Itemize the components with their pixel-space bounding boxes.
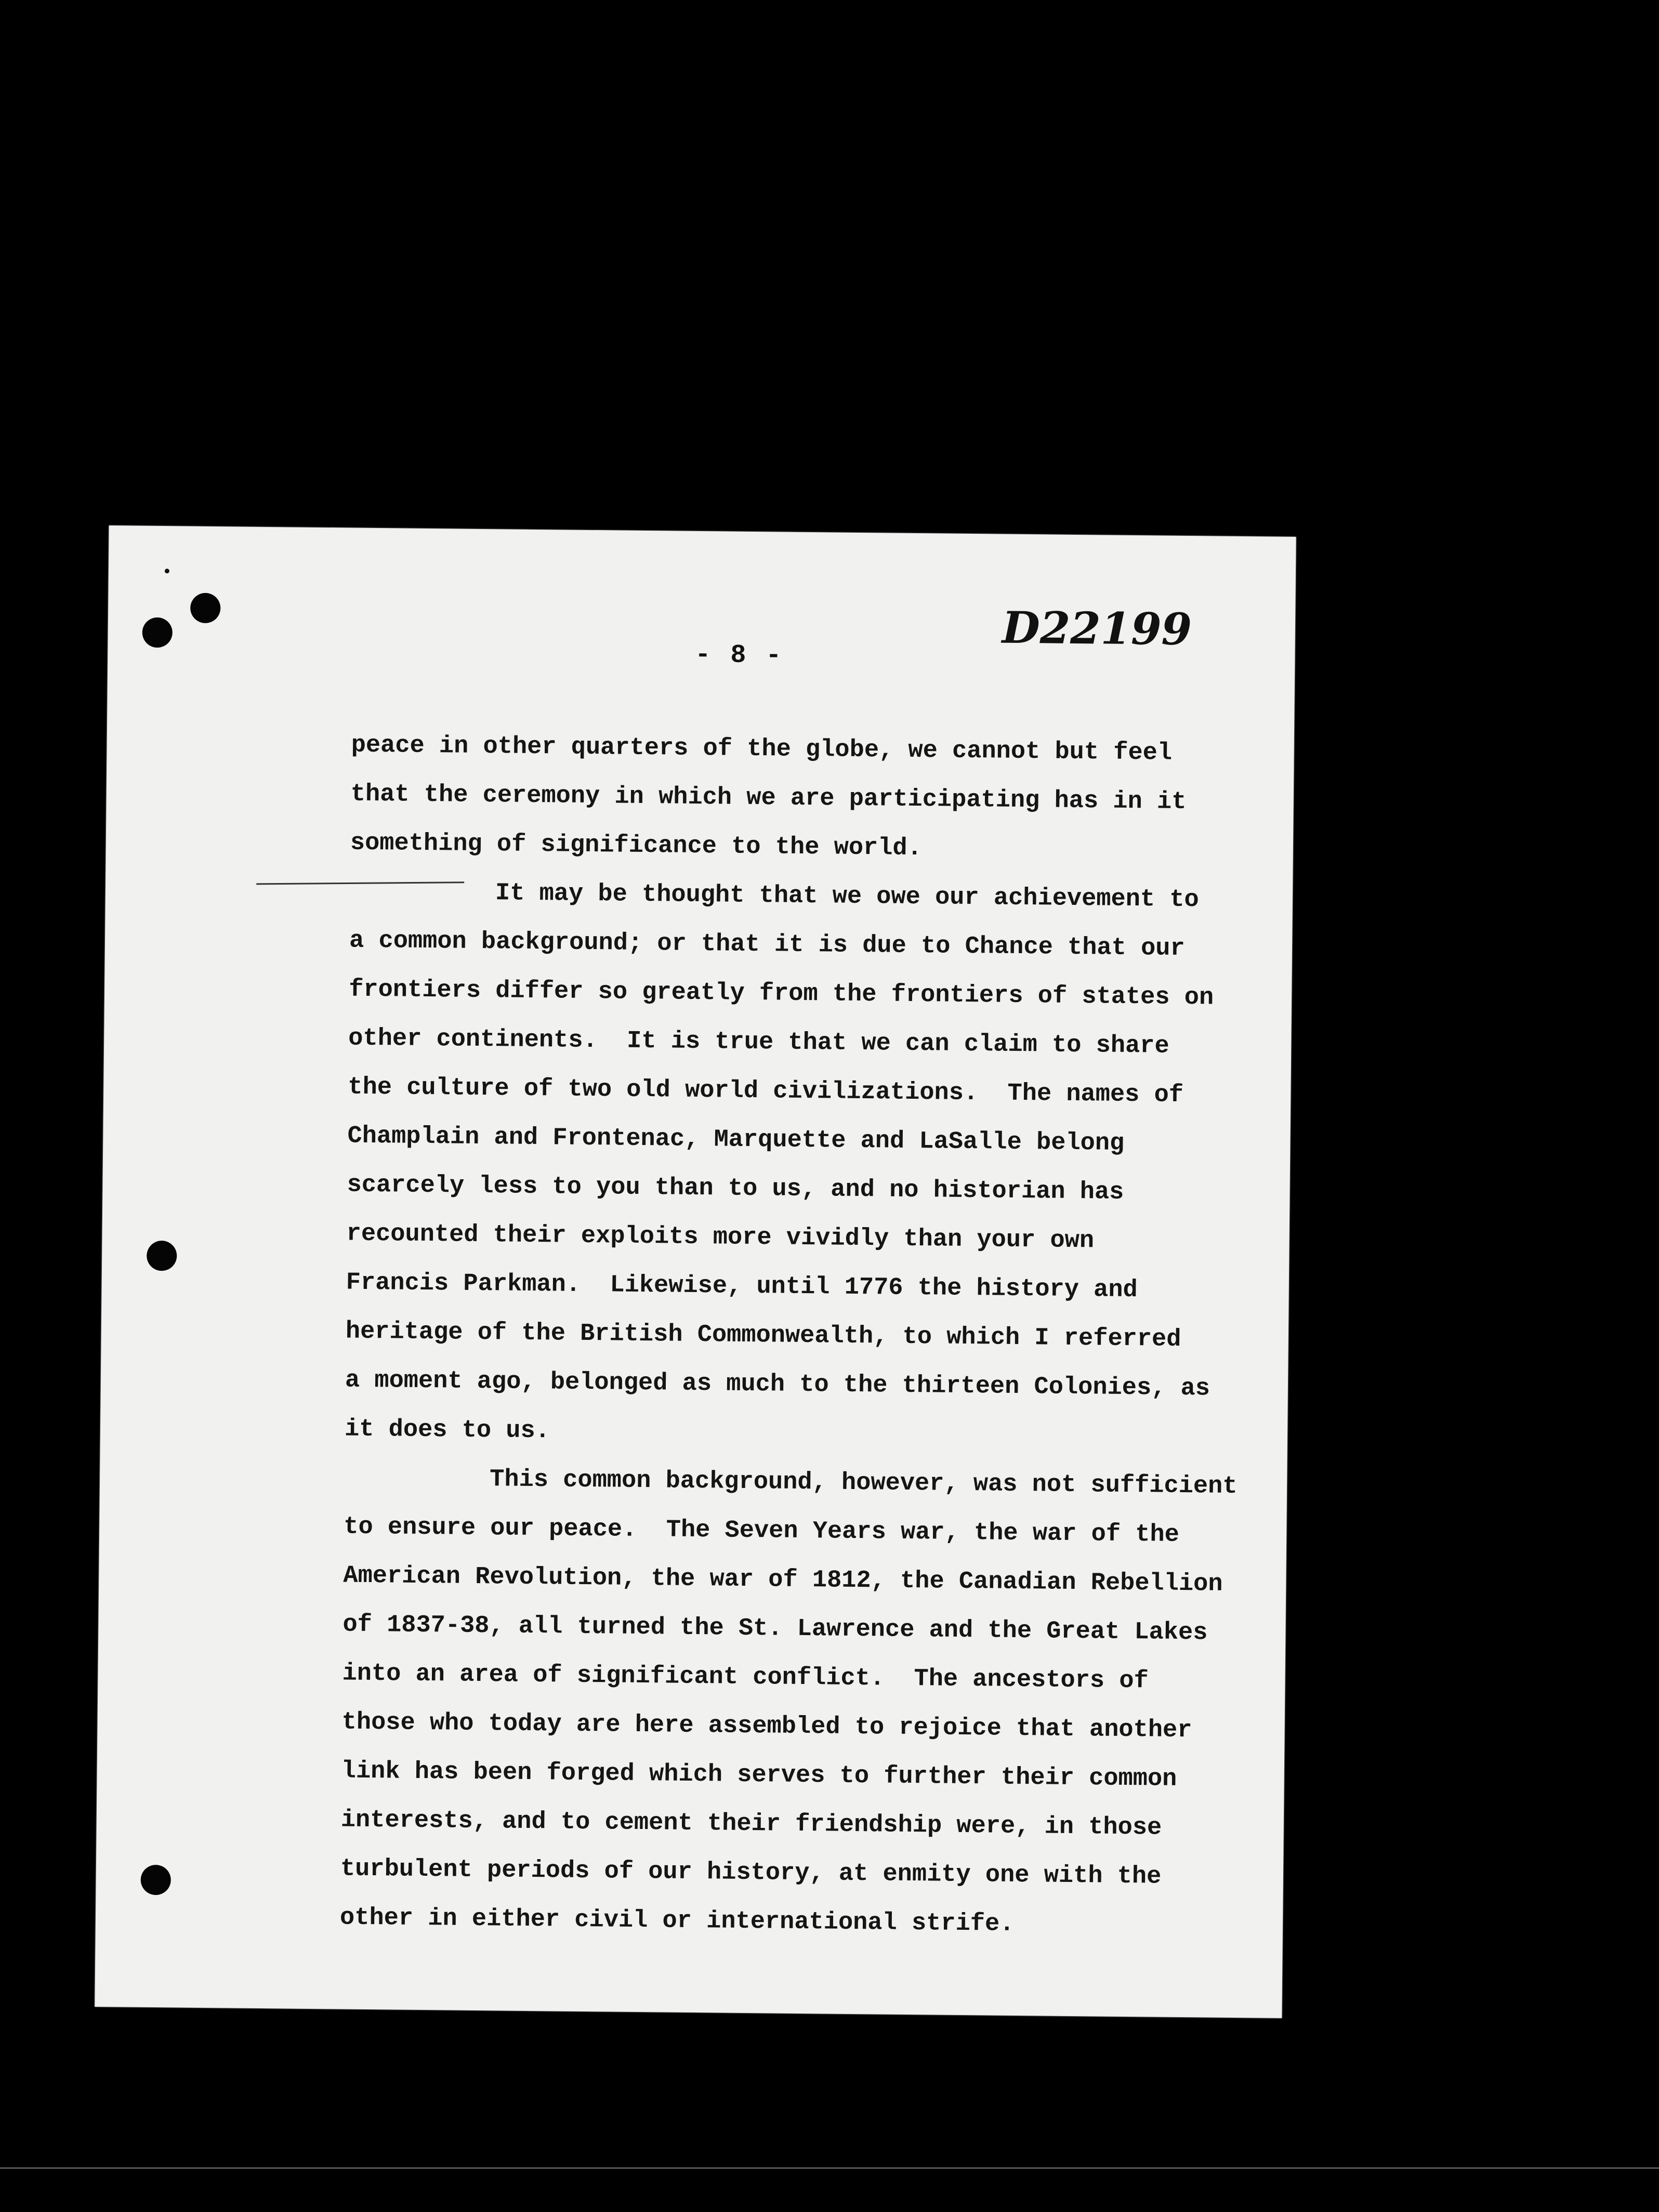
document-id: D22199 xyxy=(1002,601,1192,655)
text-line: other continents. It is true that we can claim to share xyxy=(348,1024,1169,1060)
text-line: into an area of significant conflict. The ancestors of xyxy=(342,1660,1149,1695)
text-line: interests, and to cement their friendship were, in those xyxy=(340,1806,1162,1842)
text-line: American Revolution, the war of 1812, the Canadian Rebellion xyxy=(343,1562,1223,1598)
punch-hole xyxy=(147,1241,177,1271)
text-line: peace in other quarters of the globe, we cannot but feel xyxy=(351,731,1173,767)
page-number: - 8 - xyxy=(695,640,784,671)
punch-hole xyxy=(142,617,173,648)
text-line: those who today are here assembled to rejoice that another xyxy=(341,1708,1192,1745)
text-line: it does to us. xyxy=(344,1415,550,1445)
text-line: turbulent periods of our history, at enmity one with the xyxy=(340,1855,1162,1891)
scanner-edge-line xyxy=(0,2167,1659,2169)
text-line: something of significance to the world. xyxy=(350,829,923,863)
text-line: Champlain and Frontenac, Marquette and LaSalle belong xyxy=(347,1122,1125,1157)
text-line: link has been forged which serves to further their common xyxy=(341,1757,1177,1793)
text-line: heritage of the British Commonwealth, to which I referred xyxy=(345,1318,1181,1353)
text-line: that the ceremony in which we are participating has in it xyxy=(350,780,1187,817)
text-line: frontiers differ so greatly from the frontiers of states on xyxy=(348,976,1214,1012)
text-line: This common background, however, was not sufficient xyxy=(489,1466,1237,1501)
body-text xyxy=(340,721,1287,1952)
text-line: scarcely less to you than to us, and no historian has xyxy=(347,1171,1124,1206)
text-line: of 1837-38, all turned the St. Lawrence and the Great Lakes xyxy=(343,1611,1208,1647)
text-line: recounted their exploits more vividly than your own xyxy=(346,1220,1095,1255)
text-line: other in either civil or international strife. xyxy=(339,1904,1015,1938)
ink-speck xyxy=(165,569,169,573)
text-line: a moment ago, belonged as much to the thirteen Colonies, as xyxy=(345,1366,1210,1403)
punch-hole xyxy=(140,1865,171,1895)
text-line: to ensure our peace. The Seven Years war, the war of the xyxy=(344,1513,1180,1549)
text-line: Francis Parkman. Likewise, until 1776 the history and xyxy=(346,1269,1138,1305)
punch-hole xyxy=(190,593,221,624)
text-line: the culture of two old world civilizations. The names of xyxy=(348,1073,1184,1109)
text-line: a common background; or that it is due to Chance that our xyxy=(349,927,1185,963)
document-page xyxy=(95,525,1296,2018)
text-line: It may be thought that we owe our achievement to xyxy=(495,879,1199,914)
